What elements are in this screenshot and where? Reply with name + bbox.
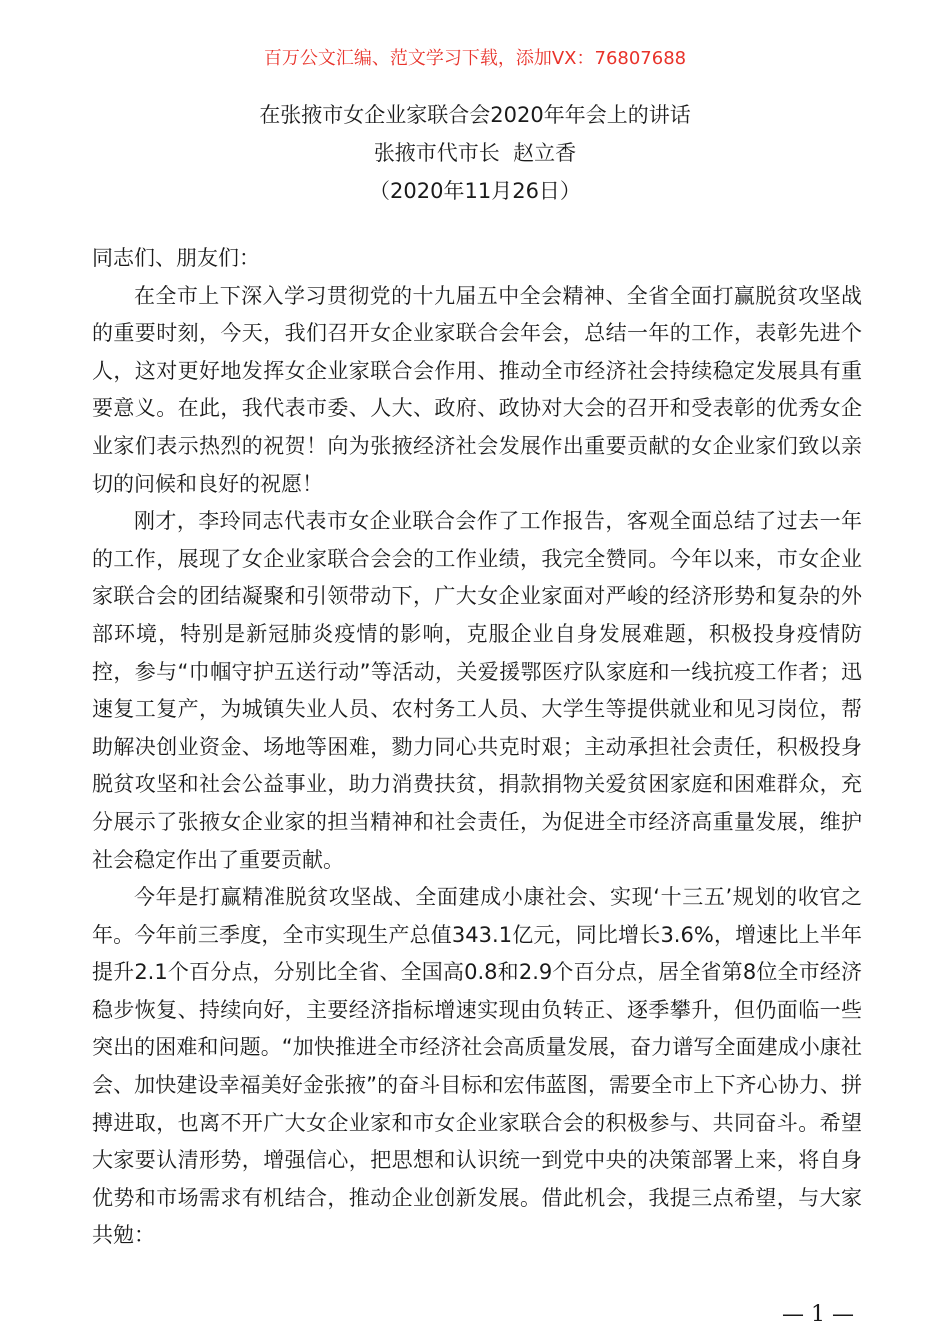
speaker-line: 张掖市代市长 赵立香 — [373, 141, 577, 165]
speech-date: （2020年11月26日） — [369, 179, 581, 203]
speech-title: 在张掖市女企业家联合会2020年年会上的讲话 — [259, 103, 691, 127]
paragraph-1: 在全市上下深入学习贯彻党的十九届五中全会精神、全省全面打赢脱贫攻坚战的重要时刻，今天，我们召开女企业家联合会年会，总结一年的工作，表彰先进个人，这对更好地发挥女企业家联合会作用、推动全市经济社会持续稳定发展具有重要意义。在此，我代表市委、人大、政府、政协对大会的召开和受表彰的优秀女企业家们表示热烈的祝贺！向为张掖经济社会发展作出重要贡献的女企业家们致以亲切的问候和良好的祝愿！ — [92, 283, 862, 496]
speech-body — [92, 240, 862, 1255]
salutation: 同志们、朋友们： — [92, 246, 260, 270]
speech-header — [0, 96, 950, 210]
paragraph-2: 刚才，李玲同志代表市女企业联合会作了工作报告，客观全面总结了过去一年的工作，展现了女企业家联合会会的工作业绩，我完全赞同。今年以来，市女企业家联合会的团结凝聚和引领带动下，广大女企业家面对严峻的经济形势和复杂的外部环境，特别是新冠肺炎疫情的影响，克服企业自身发展难题，积极投身疫情防控，参与“巾帼守护五送行动”等活动，关爱援鄂医疗队家庭和一线抗疫工作者；迅速复工复产，为城镇失业人员、农村务工人员、大学生等提供就业和见习岗位，帮助解决创业资金、场地等困难，勠力同心共克时艰；主动承担社会责任，积极投身脱贫攻坚和社会公益事业，助力消费扶贫，捐款捐物关爱贫困家庭和困难群众，充分展示了张掖女企业家的担当精神和社会责任，为促进全市经济高重量发展，维护社会稳定作出了重要贡献。 — [92, 509, 862, 872]
paragraph-3: 今年是打赢精准脱贫攻坚战、全面建成小康社会、实现‘十三五’规划的收官之年。今年前三季度，全市实现生产总值343.1亿元，同比增长3.6%，增速比上半年提升2.1个百分点，分别比全省、全国高0.8和2.9个百分点，居全省第8位全市经济稳步恢复、持续向好，主要经济指标增速实现由负转正、逐季攀升，但仍面临一些突出的困难和问题。“加快推进全市经济社会高质量发展，奋力谱写全面建成小康社会、加快建设幸福美好金张掖”的奋斗目标和宏伟蓝图，需要全市上下齐心协力、拼搏进取，也离不开广大女企业家和市女企业家联合会的积极参与、共同奋斗。希望大家要认清形势，增强信心，把思想和认识统一到党中央的决策部署上来，将自身优势和市场需求有机结合，推动企业创新发展。借此机会，我提三点希望，与大家共勉： — [92, 885, 862, 1248]
page-number: — 1 — — [782, 1302, 854, 1327]
watermark-banner: 百万公文汇编、范文学习下载，添加VX：76807688 — [263, 48, 687, 69]
